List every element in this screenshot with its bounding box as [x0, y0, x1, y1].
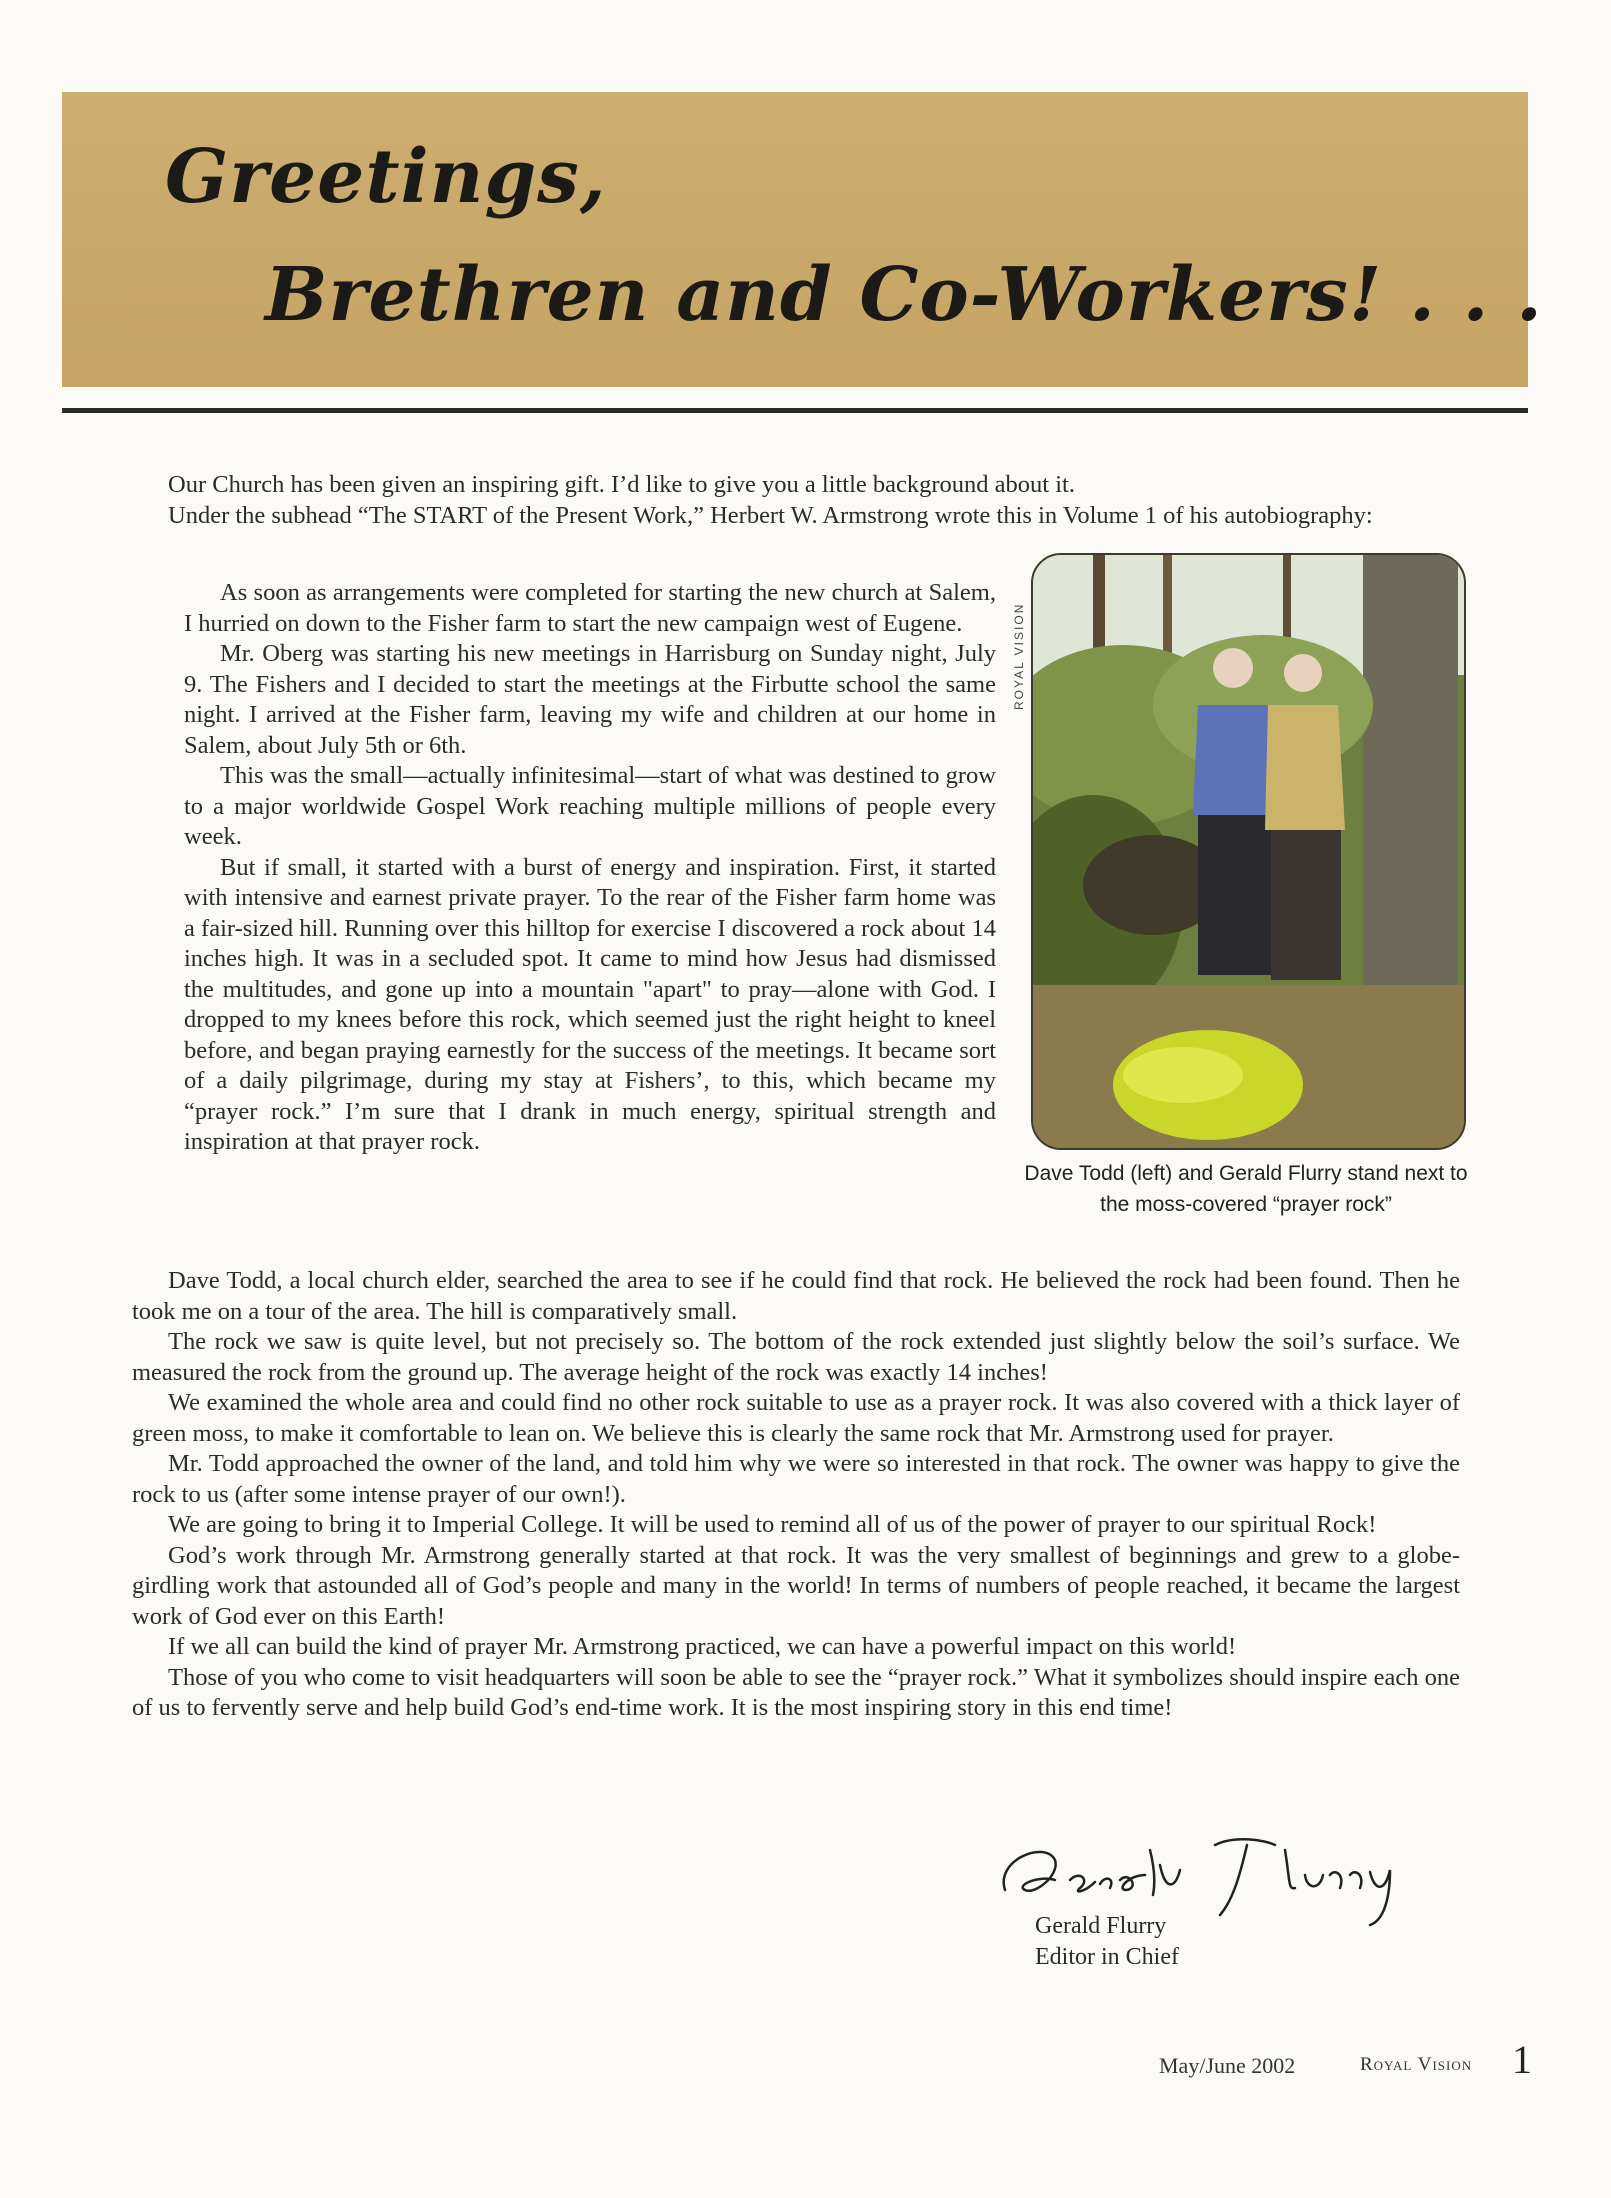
magazine-name: Royal Vision: [1360, 2054, 1473, 2075]
header-rule: [62, 408, 1528, 413]
autobiography-quote: [184, 578, 996, 1158]
quote-paragraph: This was the small—actually infinitesimal—start of what was destined to grow to a major worldwide Gospel Work reaching multiple millions of people every week.: [184, 762, 996, 850]
paragraph: If we all can build the kind of prayer Mr. Armstrong practiced, we can have a powerful impact on this world!: [168, 1633, 1237, 1660]
prayer-rock-photo: [1031, 553, 1466, 1150]
body-text: [132, 1266, 1460, 1724]
paragraph: Mr. Todd approached the owner of the land, and told him why we were so interested in that rock. The owner was happy to give the rock to us (after some intense prayer of our own!).: [132, 1450, 1460, 1508]
title-line-2: Brethren and Co-Workers! . . .: [265, 252, 1543, 338]
paragraph: God’s work through Mr. Armstrong generally started at that rock. It was the very smallest of beginnings and grew to a globe-girdling work that astounded all of God’s people and many in the world! In terms of numbers of people reached, it became the largest work of God ever on this Earth!: [132, 1541, 1460, 1630]
quote-paragraph: As soon as arrangements were completed for starting the new church at Salem, I hurried on down to the Fisher farm to start the new campaign west of Eugene.: [184, 579, 996, 637]
photo-credit: ROYAL VISION: [1012, 602, 1026, 710]
paragraph: Those of you who come to visit headquarters will soon be able to see the “prayer rock.” What it symbolizes should inspire each one of us to fervently serve and help build God’s end-time work. It is the most inspiring story in this end time!: [132, 1663, 1460, 1721]
page-number: 1: [1512, 2037, 1532, 2082]
quote-paragraph: But if small, it started with a burst of energy and inspiration. First, it started with intensive and earnest private prayer. To the rear of the Fisher farm home was a fair-sized hill. Running over this hilltop for exercise I discovered a rock about 14 inches high. It was in a secluded spot. It came to mind how Jesus had dismissed the multitudes, and gone up into a mountain "apart" to pray—alone with God. I dropped to my knees before this rock, which seemed just the right height to kneel before, and began praying earnestly for the success of the meetings. It became sort of a daily pilgrimage, during my stay at Fishers’, to this, which became my “prayer rock.” I’m sure that I drank in much energy, spiritual strength and inspiration at that prayer rock.: [184, 853, 996, 1155]
signer-title: Editor in Chief: [1035, 1944, 1179, 1970]
paragraph: The rock we saw is quite level, but not precisely so. The bottom of the rock extended just slightly below the soil’s surface. We measured the rock from the ground up. The average height of the rock was exactly 14 inches!: [132, 1328, 1460, 1386]
issue-date: May/June 2002: [1159, 2053, 1296, 2078]
intro-text: [132, 470, 1420, 531]
paragraph: We are going to bring it to Imperial College. It will be used to remind all of us of the power of prayer to our spiritual Rock!: [168, 1511, 1377, 1538]
photo-illustration: [1033, 555, 1464, 1148]
signer-name: Gerald Flurry: [1035, 1913, 1167, 1939]
quote-paragraph: Mr. Oberg was starting his new meetings in Harrisburg on Sunday night, July 9. The Fishers and I decided to start the meetings at the Firbutte school the same night. I arrived at the Fisher farm, leaving my wife and children at our home in Salem, about July 5th or 6th.: [184, 640, 996, 759]
paragraph: Our Church has been given an inspiring gift. I’d like to give you a little background about it.: [168, 471, 1075, 498]
paragraph: Dave Todd, a local church elder, searched the area to see if he could find that rock. He believed the rock had been found. Then he took me on a tour of the area. The hill is comparatively small.: [132, 1267, 1460, 1325]
title-line-1: Greetings,: [165, 134, 607, 220]
photo-caption: Dave Todd (left) and Gerald Flurry stand next to the moss-covered “prayer rock”: [1024, 1162, 1468, 1216]
header-banner: [62, 92, 1543, 387]
paragraph: Under the subhead “The START of the Present Work,” Herbert W. Armstrong wrote this in Volume 1 of his autobiography:: [168, 501, 1373, 529]
paragraph: We examined the whole area and could find no other rock suitable to use as a prayer rock. It was also covered with a thick layer of green moss, to make it comfortable to lean on. We believe this is clearly the same rock that Mr. Armstrong used for prayer.: [132, 1389, 1460, 1447]
